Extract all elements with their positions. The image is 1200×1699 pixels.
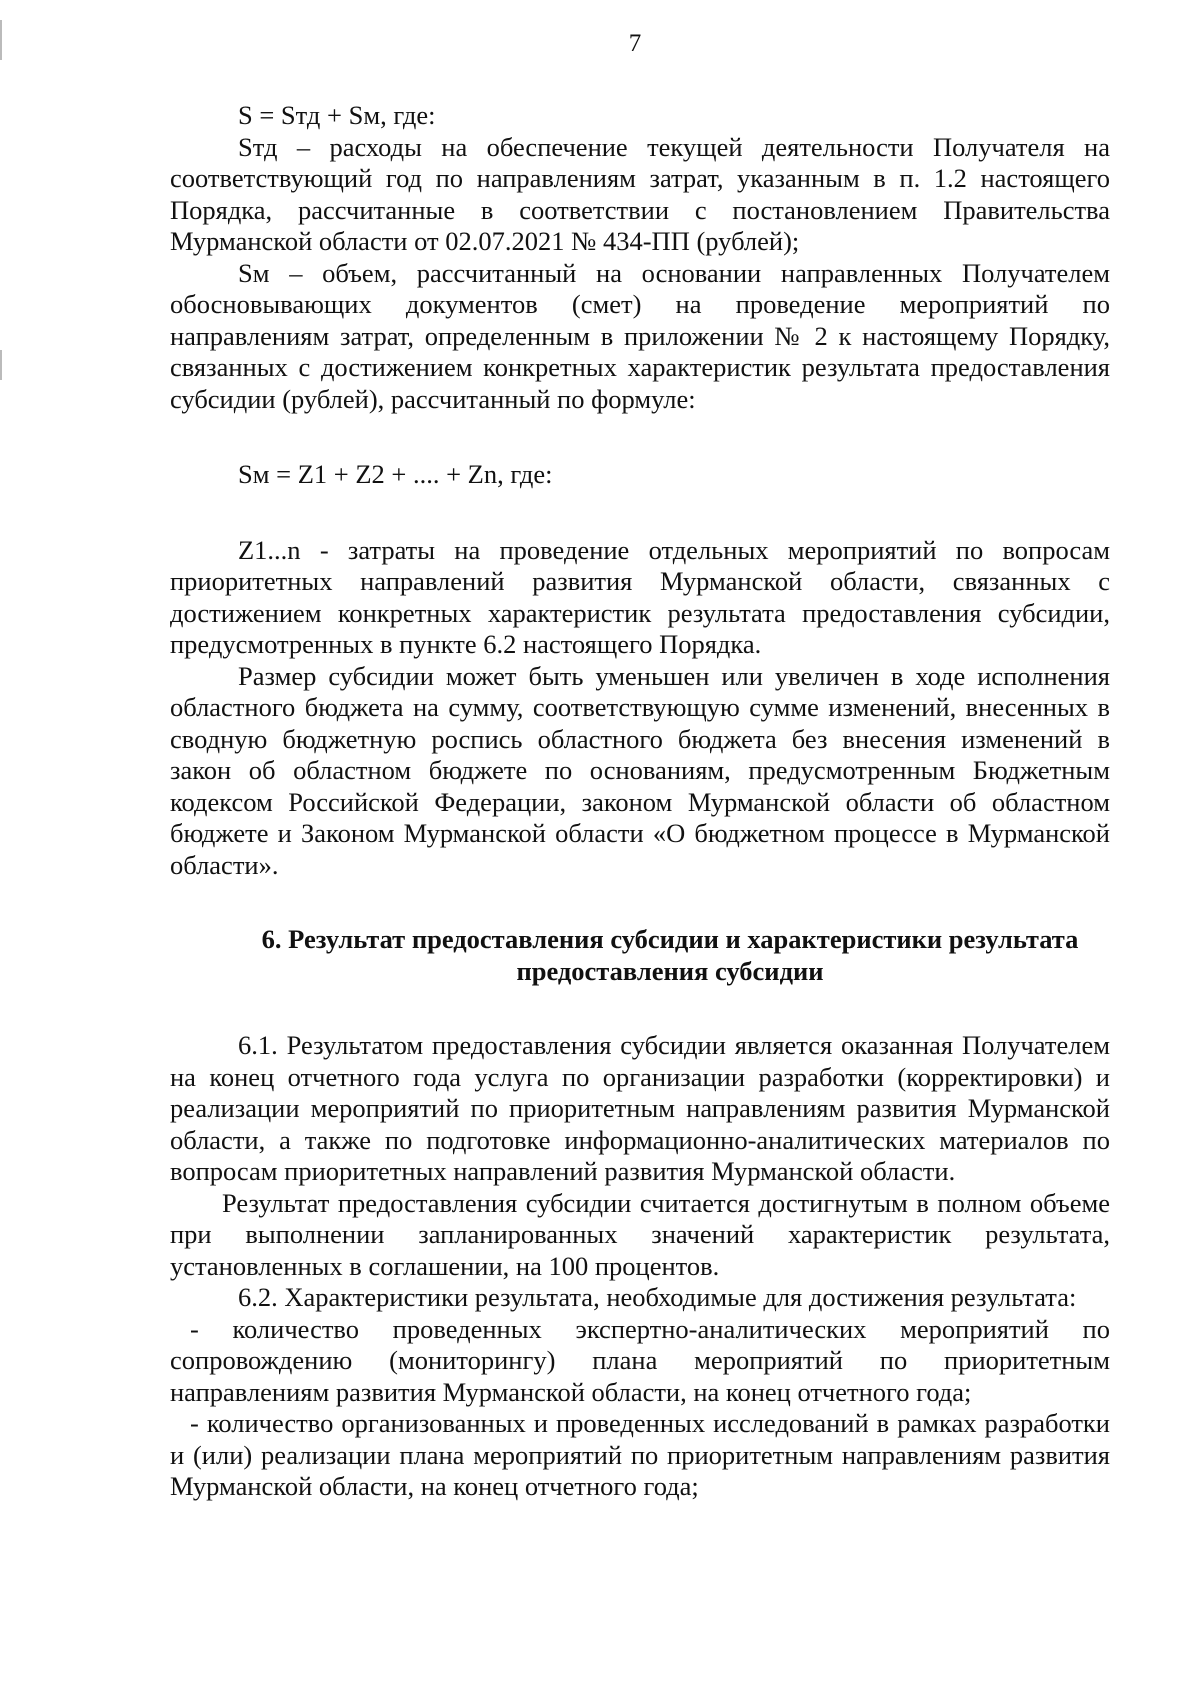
section-heading [170,923,1110,987]
section-heading-line-2: предоставления субсидии [516,956,824,986]
section-heading-line-1: 6. Результат предоставления субсидии и характеристики результата [261,924,1079,954]
list-item: - количество организованных и проведенных исследований в рамках разработки и (или) реализации плана мероприятий по приоритетным направлениям развития Мурманской области, на конец отчетного года; [170,1408,1110,1501]
paragraph-result-achieved: Результат предоставления субсидии считается достигнутым в полном объеме при выполнении запланированных значений характеристик результата, установленных в соглашении, на 100 процентов. [170,1187,1110,1281]
page-number: 7 [628,30,642,57]
document-body [170,100,1110,1503]
paragraph-sm-definition: Sм – объем, рассчитанный на основании направленных Получателем обосновывающих документов (смет) на проведение мероприятий по направлениям затрат, определенным в приложении № 2 к настоящему Порядку, связанных с достижением конкретных характеристик результата предоставления субсидии (рублей), рассчитанный по формуле: [170,257,1110,414]
paragraph-6-2: 6.2. Характеристики результата, необходимые для достижения результата: [238,1282,1077,1312]
paragraph-std-definition: Sтд – расходы на обеспечение текущей деятельности Получателя на соответствующий год по направлениям затрат, указанным в п. 1.2 настоящего Порядка, рассчитанные в соответствии с постановлением Правительства Мурманской области от 02.07.2021 № 434-ПП (рублей); [170,131,1110,256]
paragraph-6-1: 6.1. Результатом предоставления субсидии является оказанная Получателем на конец отчетного года услуга по организации разработки (корректировки) и реализации мероприятий по приоритетным направлениям развития Мурманской области, а также по подготовке информационно-аналитических материалов по вопросам приоритетных направлений развития Мурманской области. [170,1030,1110,1186]
list-item: - количество проведенных экспертно-аналитических мероприятий по сопровождению (мониторингу) плана мероприятий по приоритетным направлениям развития Мурманской области, на конец отчетного года; [170,1313,1110,1407]
formula-total: S = Sтд + Sм, где: [238,100,436,130]
paragraph-z-definition: Z1...n - затраты на проведение отдельных мероприятий по вопросам приоритетных направлений развития Мурманской области, связанных с достижением конкретных характеристик результата предоставления субсидии, предусмотренных в пункте 6.2 настоящего Порядка. [170,534,1110,659]
scan-edge-mark [0,350,2,380]
formula-sm: Sм = Z1 + Z2 + .... + Zn, где: [238,459,553,489]
paragraph-subsidy-size: Размер субсидии может быть уменьшен или увеличен в ходе исполнения областного бюджета на сумму, соответствующую сумме изменений, внесенных в сводную бюджетную роспись областного бюджета без внесения изменений в закон об областном бюджете по основаниям, предусмотренным Бюджетным кодексом Российской Федерации, законом Мурманской области об областном бюджете и Законом Мурманской области «О бюджетном процессе в Мурманской области». [170,660,1110,880]
